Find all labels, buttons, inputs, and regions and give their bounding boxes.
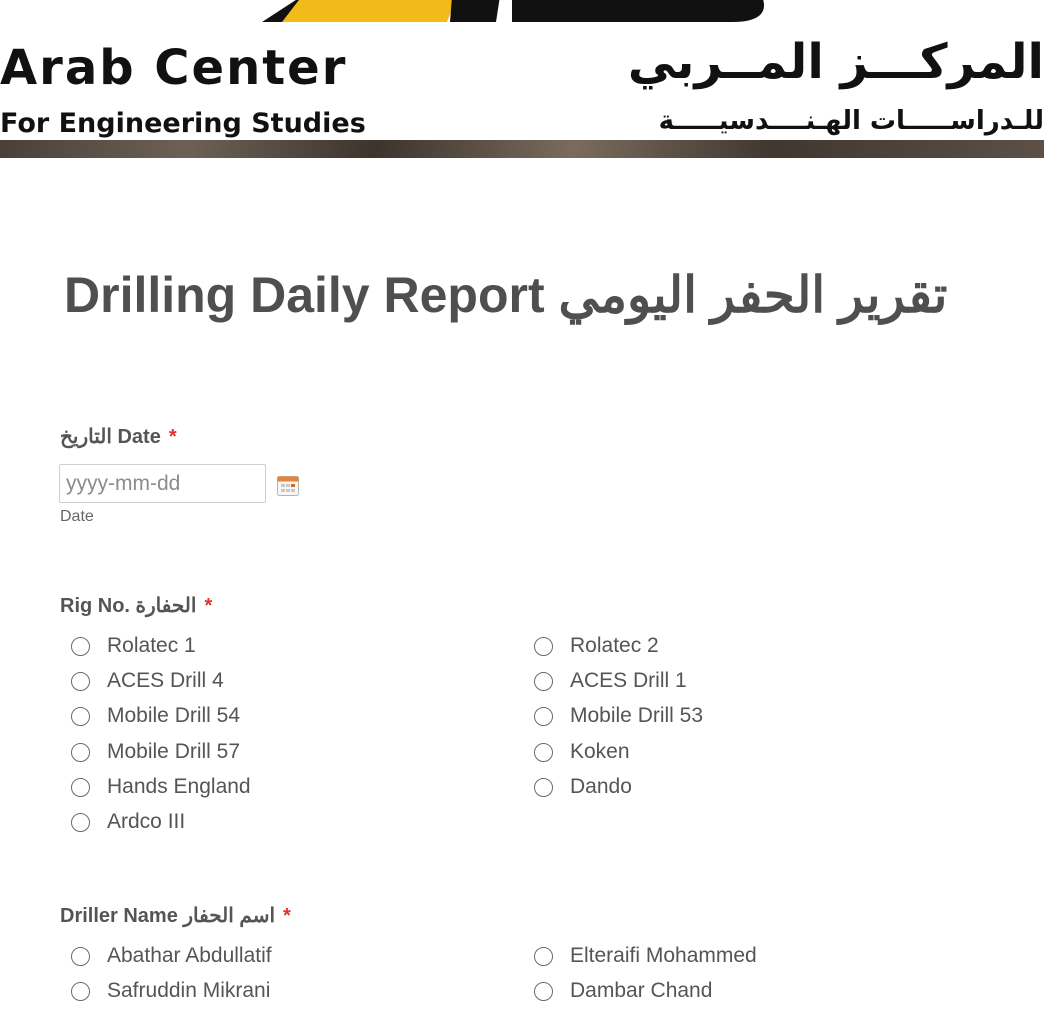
driller-option-label: Elteraifi Mohammed	[570, 944, 757, 967]
rig-option-label: Mobile Drill 57	[107, 740, 241, 763]
rig-option-label: Ardco III	[107, 810, 186, 833]
rig-option[interactable]	[71, 632, 196, 660]
radio-circle-icon[interactable]	[534, 637, 553, 656]
radio-circle-icon[interactable]	[71, 743, 90, 762]
rig-option[interactable]	[534, 773, 632, 801]
rig-option-label: Dando	[570, 775, 632, 798]
header-banner	[0, 0, 1044, 158]
radio-circle-icon[interactable]	[534, 707, 553, 726]
banner-texture-strip	[0, 140, 1044, 158]
driller-option-label: Dambar Chand	[570, 979, 713, 1002]
driller-option[interactable]	[71, 977, 270, 1005]
radio-circle-icon[interactable]	[71, 813, 90, 832]
rig-option[interactable]	[71, 773, 251, 801]
rig-option-label: Mobile Drill 54	[107, 704, 241, 727]
radio-circle-icon[interactable]	[71, 707, 90, 726]
rig-option[interactable]	[534, 702, 703, 730]
driller-label-text: Driller Name اسم الحفار	[60, 905, 276, 927]
rig-option-label: ACES Drill 4	[107, 669, 224, 692]
rig-option-label: Rolatec 1	[107, 634, 196, 657]
driller-option[interactable]	[534, 977, 712, 1005]
driller-option-label: Abathar Abdullatif	[107, 944, 272, 967]
required-asterisk: *	[204, 595, 213, 617]
radio-circle-icon[interactable]	[71, 778, 90, 797]
rig-option-label: Mobile Drill 53	[570, 704, 704, 727]
rig-option[interactable]	[534, 738, 630, 766]
rig-option[interactable]	[71, 738, 240, 766]
radio-circle-icon[interactable]	[71, 672, 90, 691]
form-title: Drilling Daily Report تقرير الحفر اليومي	[64, 267, 948, 323]
rig-option[interactable]	[534, 632, 659, 660]
org-subtitle-en: For Engineering Studies	[0, 108, 366, 139]
radio-circle-icon[interactable]	[534, 947, 553, 966]
radio-circle-icon[interactable]	[534, 778, 553, 797]
required-asterisk: *	[283, 905, 291, 927]
calendar-icon[interactable]	[276, 474, 300, 498]
date-label-text: التاريخ Date	[60, 426, 161, 448]
rig-option[interactable]	[71, 667, 224, 695]
rig-label	[60, 593, 212, 618]
logo-mark-icon	[262, 0, 782, 30]
org-subtitle-ar: للـدراســـــات الهـنــــدسيـــــة	[658, 106, 1044, 136]
rig-option-label: ACES Drill 1	[570, 669, 687, 692]
radio-circle-icon[interactable]	[71, 982, 90, 1001]
rig-option-label: Rolatec 2	[570, 634, 659, 657]
radio-circle-icon[interactable]	[534, 743, 553, 762]
rig-option-label: Koken	[570, 740, 630, 763]
driller-option[interactable]	[534, 942, 757, 970]
radio-circle-icon[interactable]	[71, 637, 90, 656]
driller-label	[60, 903, 291, 928]
radio-circle-icon[interactable]	[534, 982, 553, 1001]
radio-circle-icon[interactable]	[71, 947, 90, 966]
driller-option-label: Safruddin Mikrani	[107, 979, 271, 1002]
org-name-en: Arab Center	[0, 40, 348, 96]
date-sublabel: Date	[60, 508, 94, 525]
org-name-ar: المركـــز المــربي	[627, 34, 1044, 90]
radio-circle-icon[interactable]	[534, 672, 553, 691]
rig-option-label: Hands England	[107, 775, 251, 798]
rig-option[interactable]	[534, 667, 687, 695]
driller-option[interactable]	[71, 942, 272, 970]
date-label	[60, 424, 177, 449]
rig-option[interactable]	[71, 702, 240, 730]
rig-label-text: Rig No. الحفارة	[60, 595, 197, 617]
date-input[interactable]	[59, 464, 266, 503]
required-asterisk: *	[168, 426, 177, 448]
rig-option[interactable]	[71, 808, 185, 836]
